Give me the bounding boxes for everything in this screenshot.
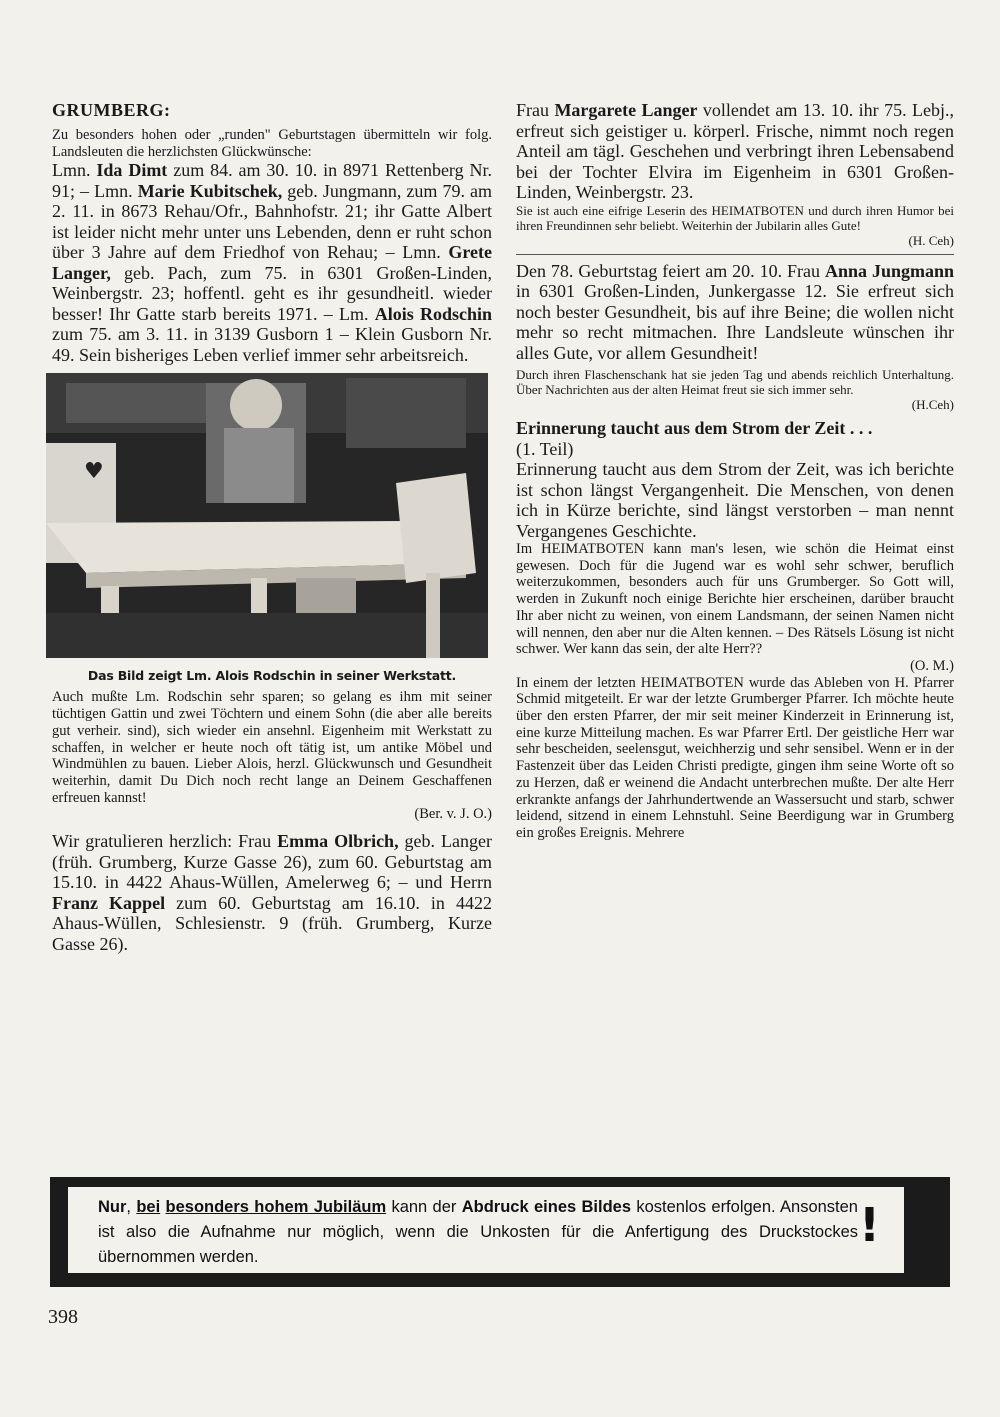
intro-text: Zu besonders hohen oder „runden" Geburtstagen übermitteln wir folg. Landsleuten die herzlichsten Glückwünsche:: [52, 127, 492, 160]
person-name: Marie Kubitschek,: [137, 180, 283, 201]
article-lead: Erinnerung taucht aus dem Strom der Zeit, was ich berichte ist schon längst Vergangenheit. Die Menschen, von denen ich in Kürze berichte, sind längst verstorben – man nennt Vergangenes Geschichte.: [516, 459, 954, 541]
langer-signature: (H. Ceh): [908, 232, 954, 248]
notice-underlined: besonders hohem Jubiläum: [165, 1198, 387, 1216]
jungmann-note: Durch ihren Flaschenschank hat sie jeden Tag und abends reichlich Unterhaltung. Über Nachrichten aus der alten Heimat freut sie sich immer sehr.: [516, 367, 954, 397]
divider: [516, 254, 954, 255]
rodschin-story: Auch mußte Lm. Rodschin sehr sparen; so gelang es ihm mit seiner tüchtigen Gattin und zwei Töchtern und einem Sohn (die aber alle bereits gut verheir. sind), sich wieder ein ansehnl. Eigenheim mit Werkstatt zu schaffen, in welcher er heute noch oft tätig ist, um antike Möbel und Windmühlen zu bauen. Lieber Alois, herzl. Glückwunsch und Gesundheit weiterhin, damit Du Dich noch recht lange an Deinem Geschaffenen erfreuen kannst!: [52, 689, 492, 806]
langer-paragraph: Frau Margarete Langer vollendet am 13. 10. ihr 75. Lebj., erfreut sich geistiger u. körperl. Frische, nimmt noch regen Anteil am tägl. Geschehen und verbringt ihren Lebensabend bei der Tochter Elvira im Eigenheim in 6301 Großen-Linden, Weinbergstr. 23.: [516, 100, 954, 202]
svg-text:♥: ♥: [84, 459, 104, 485]
notice-box: [50, 1177, 950, 1287]
article-title: Erinnerung taucht aus dem Strom der Zeit . . .: [516, 418, 873, 438]
article-paragraph-2: In einem der letzten HEIMATBOTEN wurde das Ableben von H. Pfarrer Schmid mitgeteilt. Er war der letzte Grumberger Pfarrer. Ich möchte heute über den ersten Pfarrer, der mir seit meiner Kinderzeit in Erinnerung ist, eine kurze Mitteilung machen. Es war Pfarrer Ertl. Der geistliche Herr war sehr bescheiden, seelensgut, weichherzig und sehr sensibel. Wenn er in der Fastenzeit über das Leiden Christi predigte, gingen ihm seine Worte oft so zu Herzen, daß er weinend die Andacht unterbrechen mußte. Der alte Herr erkrankte anfangs der Jahrhundertwende an Wassersucht und starb, schwer leidend, sitzend in einem Lehnstuhl. Seine Beerdigung war in Grumberg ein großes Ereignis. Mehrere: [516, 674, 954, 841]
person-name: Anna Jungmann: [825, 260, 955, 281]
workshop-photo-image: [46, 373, 488, 658]
langer-note: Sie ist auch eine eifrige Leserin des HEIMATBOTEN und durch ihren Humor bei ihren Freundinnen sehr beliebt. Weiterhin der Jubilarin alles Gute!: [516, 202, 954, 233]
article-signature: (O. M.): [910, 657, 954, 674]
page-number: 398: [48, 1306, 78, 1328]
congratulations-paragraph: Wir gratulieren herzlich: Frau Emma Olbrich, geb. Langer (früh. Grumberg, Kurze Gasse 26), zum 60. Geburtstag am 15.10. in 4422 Ahaus-Wüllen, Amelerweg 6; – und Herrn Franz Kappel zum 60. Geburtstag am 16.10. in 4422 Ahaus-Wüllen, Schlesienstr. 9 (früh. Grumberg, Kurze Gasse 26).: [52, 831, 493, 954]
person-name: Franz Kappel: [52, 892, 166, 913]
exclamation-icon: !: [859, 1198, 880, 1252]
person-name: Emma Olbrich,: [277, 831, 399, 852]
notice-inner: [68, 1187, 904, 1273]
person-name: Margarete Langer: [554, 100, 698, 120]
workshop-photo: [46, 373, 488, 658]
birthday-list: Lmn. Ida Dimt zum 84. am 30. 10. in 8971 Rettenberg Nr. 91; – Lmn. Marie Kubitschek, geb. Jungmann, zum 79. am 2. 11. in 8673 Rehau/Ofr., Bahnhofstr. 21; ihr Gatte Albert ist leider nicht mehr unter uns Lebenden, denn er ruht schon über 3 Jahre auf dem Friedhof von Rehau; – Lmn. Grete Langer, geb. Pach, zum 75. in 6301 Großen-Linden, Weinbergstr. 23; hoffentl. geht es ihr gesundheitl. wieder besser! Ihr Gatte starb bereits 1971. – Lm. Alois Rodschin zum 75. am 3. 11. in 3139 Gusborn 1 – Klein Gusborn Nr. 49. Sein bisheriges Leben verlief immer sehr arbeitsreich.: [52, 160, 493, 365]
person-name: Ida Dimt: [96, 160, 168, 181]
section-heading: GRUMBERG:: [52, 100, 171, 120]
notice-word-1: Nur: [98, 1198, 127, 1216]
photo-caption: Das Bild zeigt Lm. Alois Rodschin in seiner Werkstatt.: [87, 668, 457, 684]
notice-bold: Abdruck eines Bildes: [461, 1198, 632, 1216]
notice-text: Nur, bei besonders hohem Jubiläum kann der Abdruck eines Bildes kostenlos erfolgen. Ansonsten ist also die Aufnahme nur möglich, wenn die Unkosten für die Anfertigung des Druckstockes übernommen werden.: [98, 1198, 858, 1266]
right-column: [516, 100, 954, 842]
story-signature: (Ber. v. J. O.): [414, 806, 492, 823]
person-name: Grete Langer,: [52, 242, 492, 283]
left-column: [52, 100, 492, 954]
article-part: (1. Teil): [516, 438, 574, 459]
jungmann-paragraph: Den 78. Geburtstag feiert am 20. 10. Frau Anna Jungmann in 6301 Großen-Linden, Junkergasse 12. Sie erfreut sich noch bester Gesundheit, bis auf ihre Beine; die wollen nicht mehr so recht mitmachen. Ihre Landsleute wünschen ihr alles Gute, vor allem Gesundheit!: [516, 260, 955, 363]
jungmann-signature: (H.Ceh): [911, 397, 954, 412]
notice-rest: kostenlos erfolgen. Ansonsten ist also die Aufnahme nur möglich, wenn die Unkosten für die Anfertigung des Druckstockes übernommen werden.: [98, 1198, 858, 1266]
person-name: Alois Rodschin: [374, 303, 492, 324]
notice-middle: kann der: [391, 1198, 457, 1216]
notice-word-2: bei: [136, 1198, 161, 1216]
article-paragraph-1: Im HEIMATBOTEN kann man's lesen, wie schön die Heimat einst gewesen. Doch für die Jugend war es wohl sehr schwer, beruflich weiterzukommen, besonders auch für uns Grumberger. So Gott will, werden in Zukunft noch einige Berichte hier erscheinen, darüber braucht Ihr aber nicht zu weinen, von einem Landsmann, der seinen Namen nicht will nennen, den aber nur die Alten kennen. – Des Rätsels Lösung ist nicht schwer. Wer kann das sein, der alte Herr??: [516, 541, 954, 658]
